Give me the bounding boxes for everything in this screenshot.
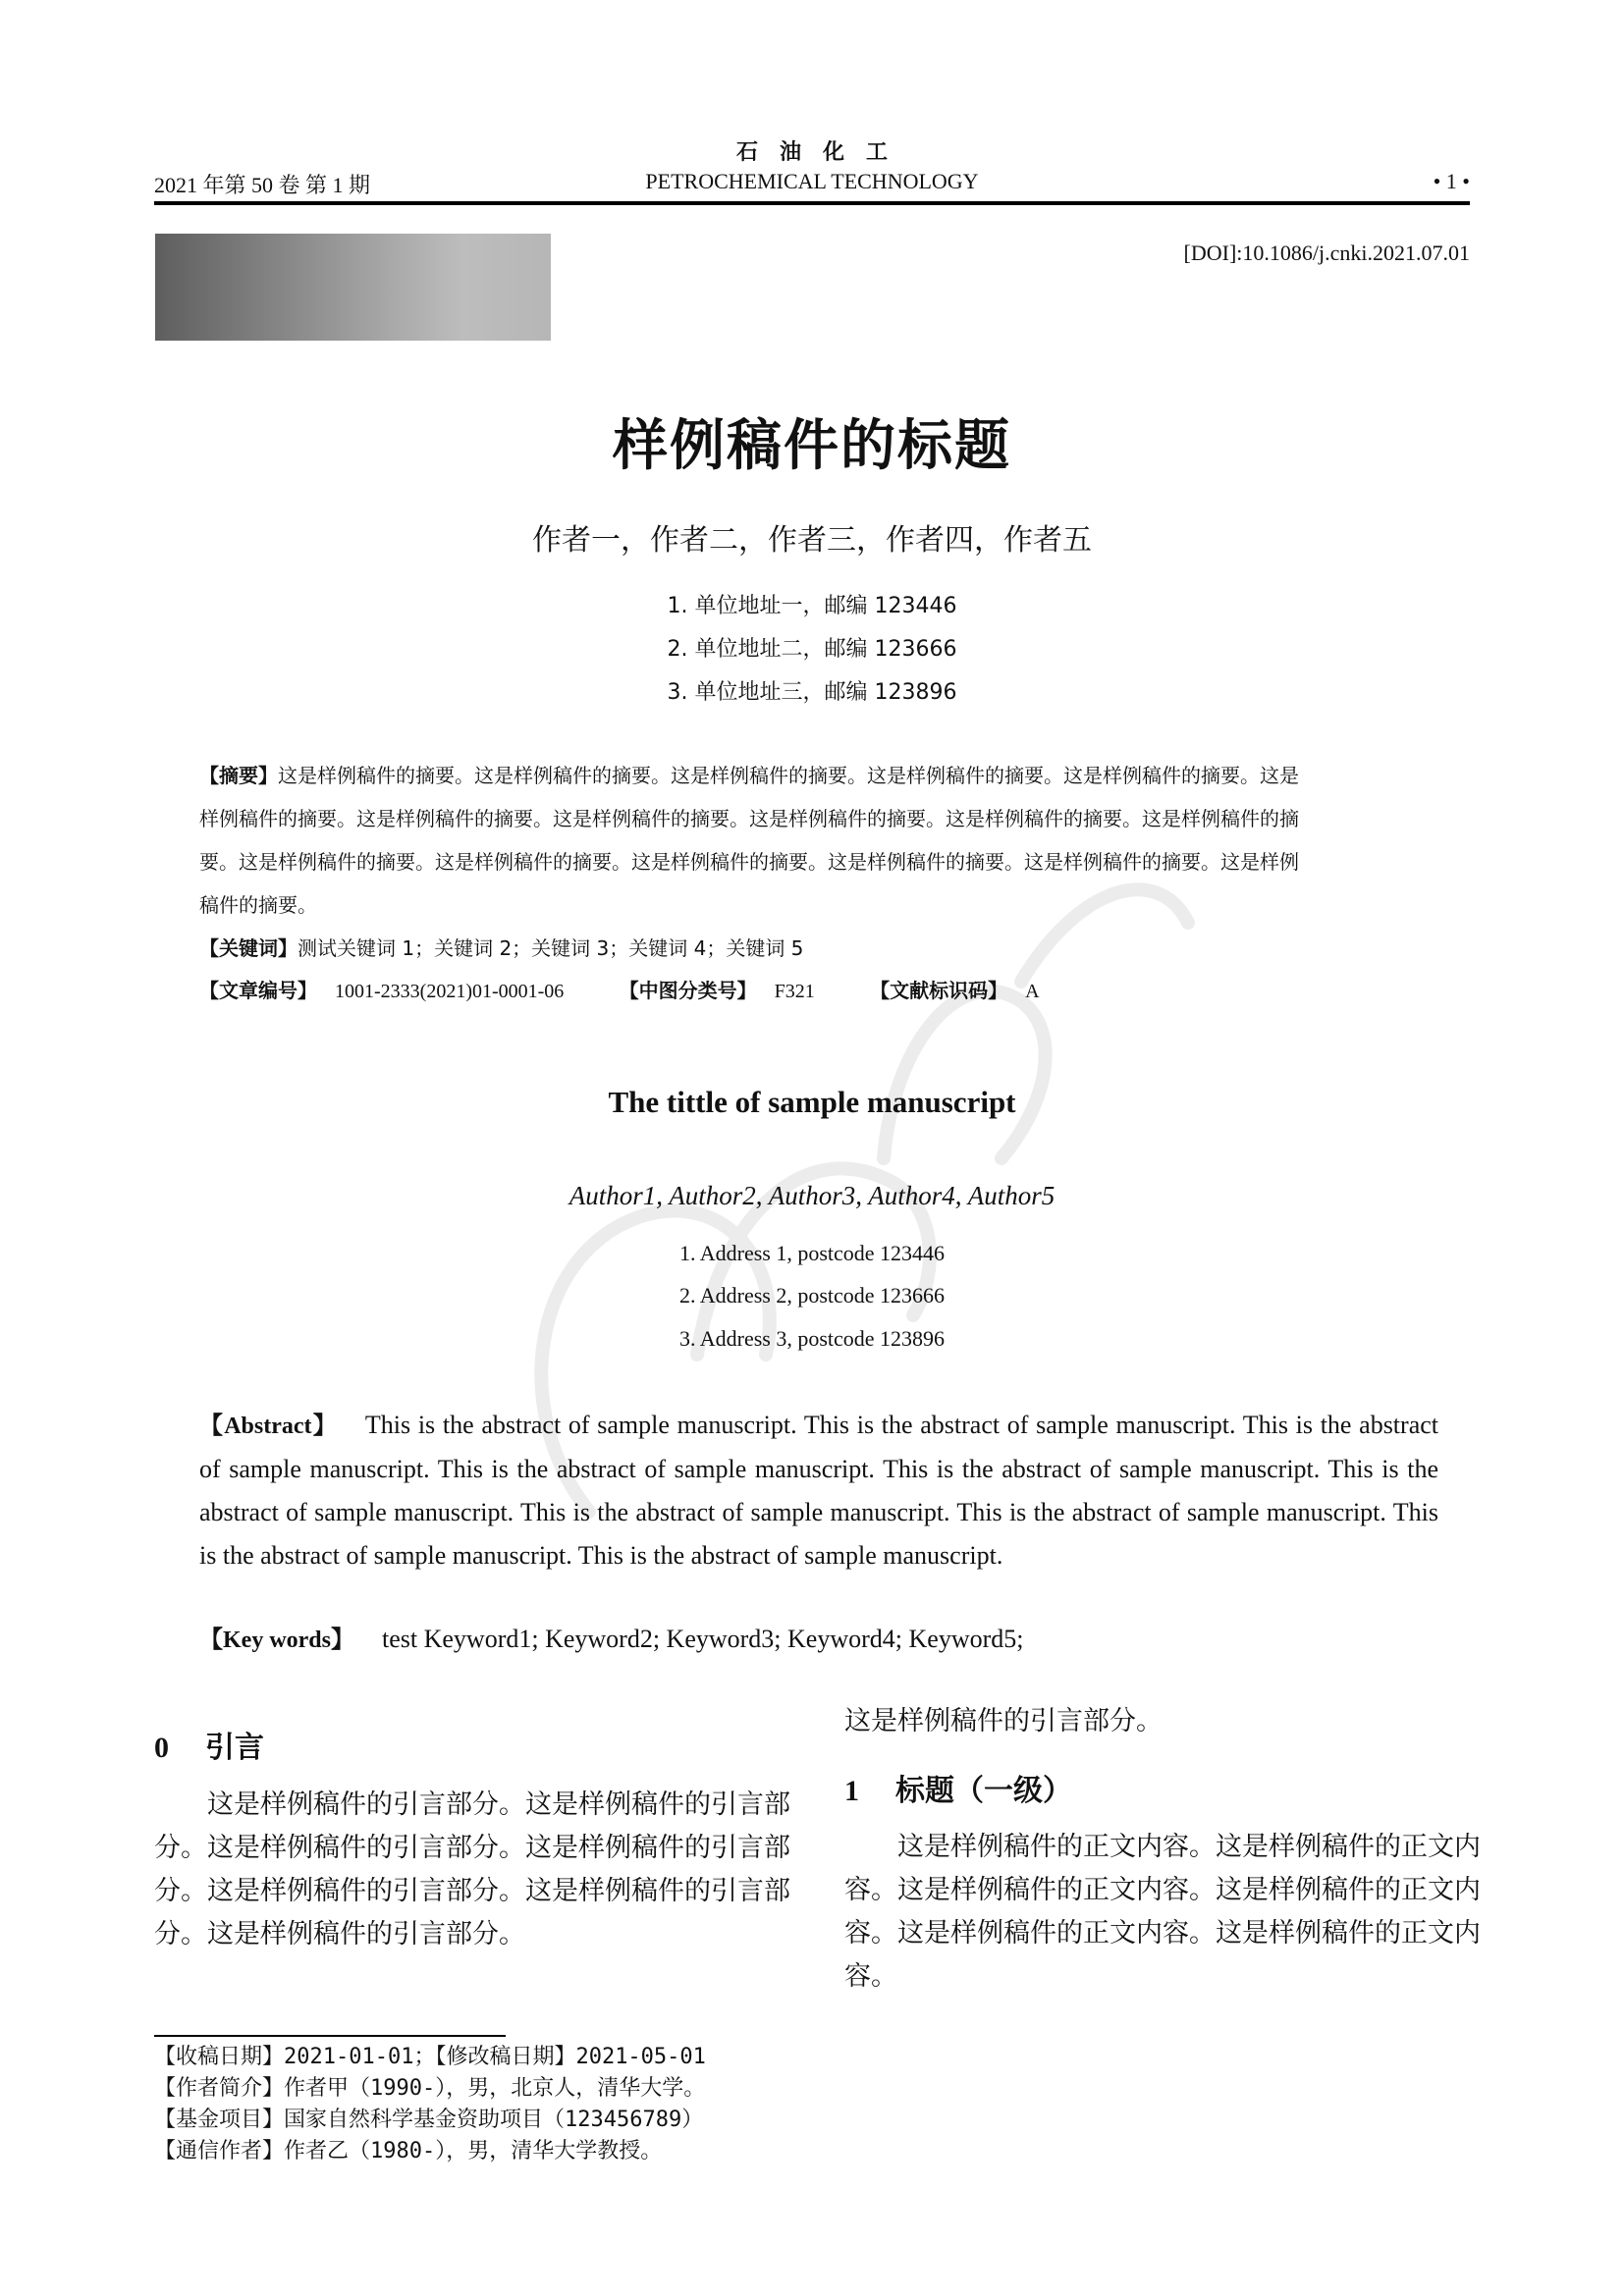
keywords-en-label: 【Key words】 bbox=[199, 1628, 354, 1653]
decorative-gradient-block bbox=[155, 234, 551, 341]
keywords-en-text: test Keyword1; Keyword2; Keyword3; Keyword4; Keyword5; bbox=[382, 1625, 1024, 1653]
abstract-en-text: This is the abstract of sample manuscript. This is the abstract of sample manuscript. This is the abstract of sample manuscript. This is the abstract of sample manuscript. This is the abstract of sample manuscript. This is the abstract of sample manuscript. This is the abstract of sample manuscript. This is the abstract of sample manuscript. This is the abstract of sample manuscript. This is the abstract of sample manuscript. bbox=[199, 1411, 1438, 1570]
abstract-cn-line: 【摘要】这是样例稿件的摘要。这是样例稿件的摘要。这是样例稿件的摘要。这是样例稿件的摘要。这是样例稿件的摘要。这是 bbox=[199, 764, 1299, 787]
clc-code: F321 bbox=[774, 981, 815, 1002]
affiliation-en: 3. Address 3, postcode 123896 bbox=[678, 1326, 946, 1351]
footnote-funding: 【基金项目】国家自然科学基金资助项目（123456789） bbox=[154, 2108, 704, 2132]
footnote-rule bbox=[154, 2035, 506, 2037]
affiliation-cn: 3. 单位地址三，邮编 123896 bbox=[667, 680, 957, 705]
journal-name-cn: 石油化工 bbox=[735, 140, 909, 165]
abstract-cn bbox=[199, 754, 1438, 927]
title-cn: 样例稿件的标题 bbox=[613, 414, 1011, 478]
abstract-cn-line: 稿件的摘要。 bbox=[199, 893, 317, 917]
doi[interactable]: [DOI]:10.1086/j.cnki.2021.07.01 bbox=[1183, 240, 1470, 265]
abstract-cn-line: 要。这是样例稿件的摘要。这是样例稿件的摘要。这是样例稿件的摘要。这是样例稿件的摘要。这是样例稿件的摘要。这是样例 bbox=[199, 850, 1299, 874]
footnote-author-bio: 【作者简介】作者甲（1990-），男，北京人，清华大学。 bbox=[154, 2076, 706, 2101]
page-number: • 1 • bbox=[1433, 169, 1470, 193]
keywords-cn-text: 测试关键词 1；关键词 2；关键词 3；关键词 4；关键词 5 bbox=[298, 936, 804, 960]
affiliation-cn: 2. 单位地址二，邮编 123666 bbox=[667, 637, 957, 662]
abstract-cn-line: 样例稿件的摘要。这是样例稿件的摘要。这是样例稿件的摘要。这是样例稿件的摘要。这是样例稿件的摘要。这是样例稿件的摘 bbox=[199, 807, 1299, 830]
section-heading bbox=[844, 1766, 1072, 1809]
clc-label: 【中图分类号】 bbox=[619, 979, 757, 1002]
affiliation-en: 1. Address 1, postcode 123446 bbox=[678, 1241, 946, 1265]
header-rule bbox=[154, 201, 1470, 205]
section-number: 1 bbox=[844, 1775, 859, 1807]
section-paragraph: 这是样例稿件的引言部分。这是样例稿件的引言部分。这是样例稿件的引言部分。这是样例稿件的引言部分。这是样例稿件的引言部分。这是样例稿件的引言部分。这是样例稿件的引言部分。 bbox=[154, 1789, 790, 1949]
section-title: 引言 bbox=[205, 1731, 264, 1765]
section-paragraph-continued: 这是样例稿件的引言部分。 bbox=[844, 1706, 1163, 1736]
section-heading bbox=[154, 1723, 264, 1766]
section-title: 标题（一级） bbox=[895, 1774, 1072, 1808]
authors-en: Author1, Author2, Author3, Author4, Author5 bbox=[568, 1181, 1056, 1210]
section-number: 0 bbox=[154, 1732, 169, 1764]
abstract-en bbox=[199, 1404, 1438, 1577]
footnotes bbox=[154, 2042, 706, 2167]
abstract-cn-label: 【摘要】 bbox=[199, 764, 278, 787]
issue-info: 2021 年第 50 卷 第 1 期 bbox=[154, 173, 371, 197]
authors-cn: 作者一，作者二，作者三，作者四，作者五 bbox=[532, 523, 1092, 558]
keywords-en bbox=[199, 1620, 1023, 1654]
footnote-corresponding-author: 【通信作者】作者乙（1980-），男，清华大学教授。 bbox=[154, 2139, 663, 2163]
abstract-en-label: 【Abstract】 bbox=[199, 1414, 338, 1439]
article-no: 1001-2333(2021)01-0001-06 bbox=[335, 981, 565, 1002]
affiliation-en: 2. Address 2, postcode 123666 bbox=[678, 1283, 946, 1308]
keywords-cn bbox=[199, 933, 821, 961]
article-meta bbox=[199, 975, 1057, 1003]
article-no-label: 【文章编号】 bbox=[199, 979, 317, 1002]
footnote-dates: 【收稿日期】2021-01-01；【修改稿日期】2021-05-01 bbox=[154, 2045, 706, 2069]
title-en: The tittle of sample manuscript bbox=[608, 1085, 1016, 1119]
section-paragraph: 这是样例稿件的正文内容。这是样例稿件的正文内容。这是样例稿件的正文内容。这是样例稿件的正文内容。这是样例稿件的正文内容。这是样例稿件的正文内容。 bbox=[844, 1832, 1481, 1992]
journal-name-en: PETROCHEMICAL TECHNOLOGY bbox=[645, 169, 979, 193]
keywords-cn-label: 【关键词】 bbox=[199, 936, 298, 960]
doc-code: A bbox=[1025, 981, 1040, 1002]
doc-code-label: 【文献标识码】 bbox=[870, 979, 1008, 1002]
affiliation-cn: 1. 单位地址一，邮编 123446 bbox=[667, 594, 957, 618]
